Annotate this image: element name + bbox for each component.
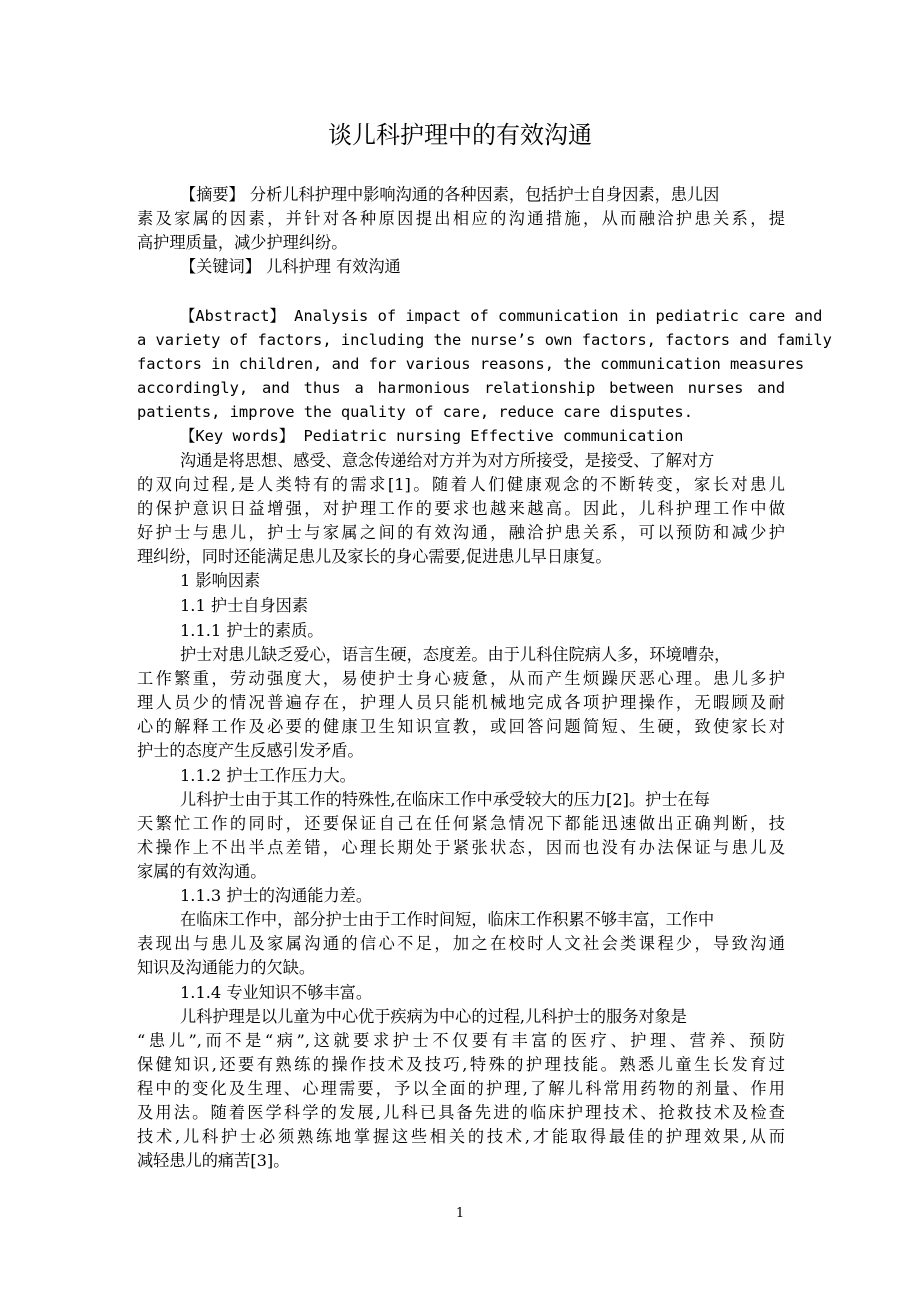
abstract-cn-line: 【摘要】 分析儿科护理中影响沟通的各种因素，包括护士自身因素，患儿因	[180, 185, 720, 204]
paragraph-line: 在临床工作中，部分护士由于工作时间短，临床工作积累不够丰富，工作中	[180, 910, 715, 929]
abstract-cn-line: 素及家属的因素，并针对各种原因提出相应的沟通措施，从而融洽护患关系，提	[137, 209, 785, 228]
paragraph-line: 工作繁重，劳动强度大，易使护士身心疲惫，从而产生烦躁厌恶心理。患儿多护	[137, 669, 785, 688]
abstract-en-line: patients, improve the quality of care, reduce care disputes.	[137, 403, 693, 421]
intro-line: 好护士与患儿，护士与家属之间的有效沟通，融洽护患关系，可以预防和减少护	[137, 523, 785, 542]
page-number: 1	[455, 1206, 465, 1221]
paragraph-line: 天繁忙工作的同时，还要保证自己在任何紧急情况下都能迅速做出正确判断，技	[137, 814, 785, 833]
subsubsection-heading: 1.1.4 专业知识不够丰富。	[180, 983, 373, 1002]
subsubsection-heading: 1.1.3 护士的沟通能力差。	[180, 886, 373, 905]
paragraph-line: 理人员少的情况普遍存在，护理人员只能机械地完成各项护理操作，无暇顾及耐	[137, 693, 785, 712]
abstract-en-line: accordingly, and thus a harmonious relationship between nurses and	[137, 379, 785, 397]
intro-line: 的保护意识日益增强，对护理工作的要求也越来越高。因此，儿科护理工作中做	[137, 499, 785, 518]
section-heading: 1 影响因素	[180, 571, 261, 590]
keywords-cn: 【关键词】 儿科护理 有效沟通	[180, 257, 401, 276]
subsubsection-heading: 1.1.1 护士的素质。	[180, 621, 324, 640]
paragraph-line: 护士的态度产生反感引发矛盾。	[137, 741, 364, 760]
paragraph-line: 程中的变化及生理、心理需要，予以全面的护理,了解儿科常用药物的剂量、作用	[137, 1079, 785, 1098]
paragraph-line: 护士对患儿缺乏爱心，语言生硬，态度差。由于儿科住院病人多，环境嘈杂，	[180, 645, 731, 664]
keywords-en: 【Key words】 Pediatric nursing Effective communication	[180, 427, 684, 445]
paragraph-line: 家属的有效沟通。	[137, 862, 267, 881]
paragraph-line: 减轻患儿的痛苦[3]。	[137, 1151, 290, 1170]
abstract-cn-line: 高护理质量，减少护理纠纷。	[137, 233, 348, 252]
paragraph-line: 儿科护士由于其工作的特殊性,在临床工作中承受较大的压力[2]。护士在每	[180, 790, 710, 809]
paragraph-line: “患儿”,而不是“病”,这就要求护士不仅要有丰富的医疗、护理、营养、预防	[137, 1031, 785, 1050]
paragraph-line: 知识及沟通能力的欠缺。	[137, 958, 316, 977]
paragraph-line: 保健知识,还要有熟练的操作技术及技巧,特殊的护理技能。熟悉儿童生长发育过	[137, 1055, 785, 1074]
intro-line: 理纠纷，同时还能满足患儿及家长的身心需要,促进患儿早日康复。	[137, 547, 612, 566]
paragraph-line: 心的解释工作及必要的健康卫生知识宣教，或回答问题简短、生硬，致使家长对	[137, 717, 785, 736]
paragraph-line: 表现出与患儿及家属沟通的信心不足，加之在校时人文社会类课程少，导致沟通	[137, 934, 785, 953]
subsubsection-heading: 1.1.2 护士工作压力大。	[180, 766, 356, 785]
document-title: 谈儿科护理中的有效沟通	[328, 121, 592, 149]
subsection-heading: 1.1 护士自身因素	[180, 596, 309, 615]
abstract-en-line: a variety of factors, including the nurse’s own factors, factors and family	[137, 331, 832, 349]
paragraph-line: 儿科护理是以儿童为中心优于疾病为中心的过程,儿科护士的服务对象是	[180, 1007, 687, 1026]
abstract-en-line: factors in children, and for various reasons, the communication measures	[137, 355, 805, 373]
intro-line: 的双向过程,是人类特有的需求[1]。随着人们健康观念的不断转变，家长对患儿	[137, 475, 785, 494]
abstract-en-line: 【Abstract】 Analysis of impact of communication in pediatric care and	[180, 307, 823, 325]
paragraph-line: 技术,儿科护士必须熟练地掌握这些相关的技术,才能取得最佳的护理效果,从而	[137, 1127, 785, 1146]
intro-line: 沟通是将思想、感受、意念传递给对方并为对方所接受，是接受、了解对方	[180, 451, 715, 470]
paragraph-line: 术操作上不出半点差错，心理长期处于紧张状态，因而也没有办法保证与患儿及	[137, 838, 785, 857]
paragraph-line: 及用法。随着医学科学的发展,儿科已具备先进的临床护理技术、抢救技术及检查	[137, 1103, 785, 1122]
